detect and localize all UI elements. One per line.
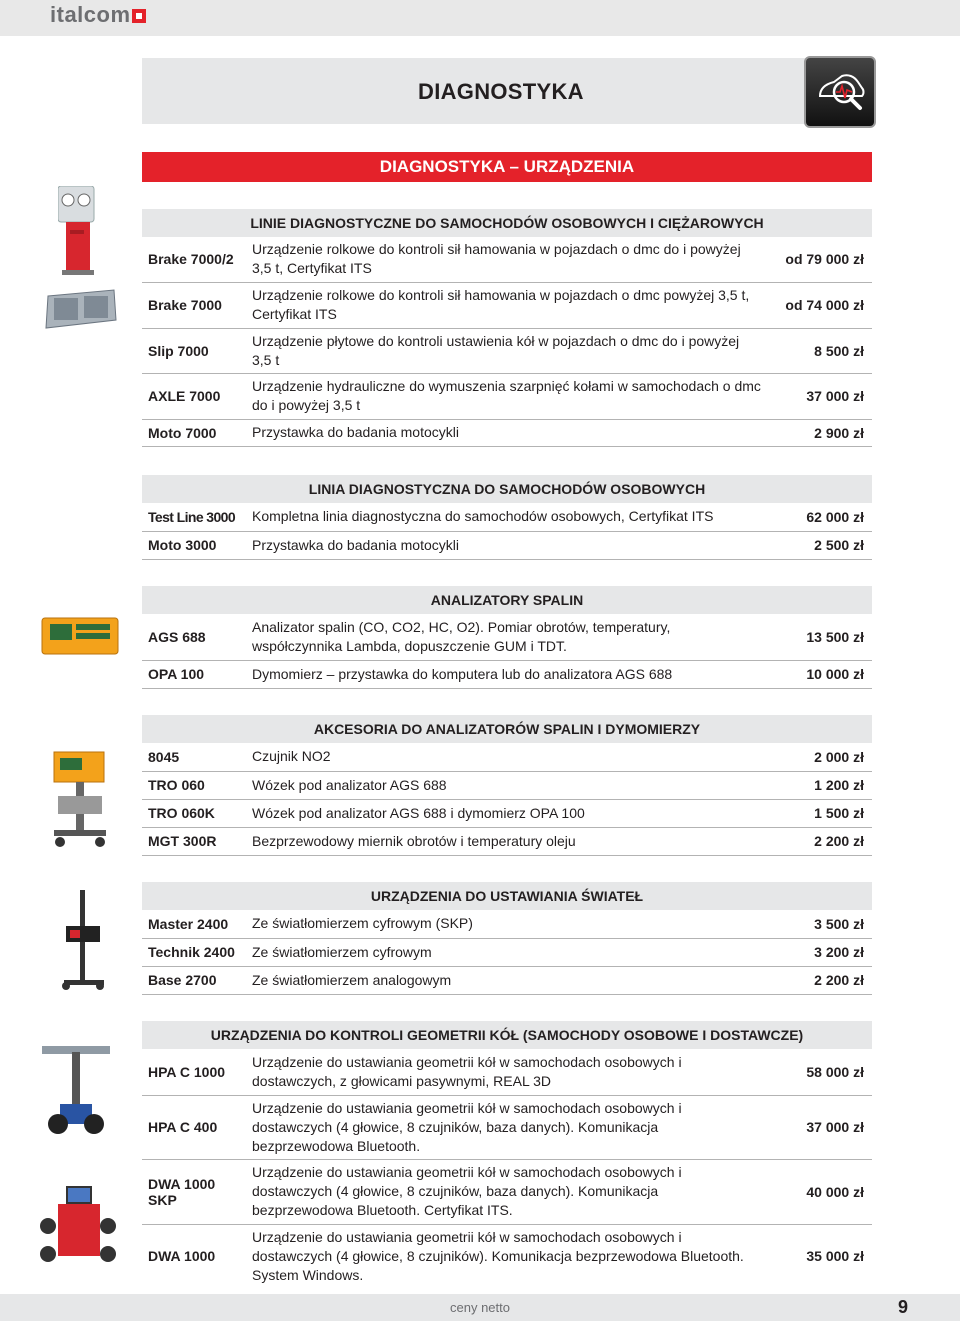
net-prices-note: ceny netto [450,1300,510,1315]
section-title: LINIA DIAGNOSTYCZNA DO SAMOCHODÓW OSOBOWYCH [142,475,872,503]
car-diagnostics-icon [804,56,876,128]
table-row: DWA 1000 Urządzenie do ustawiania geometrii kół w samochodach osobowych i dostawczych (4 głowice, 8 czujników). Komunikacja bezprzewodowa Bluetooth. System Windows. 35 000 zł [148,1228,864,1283]
table-row: HPA C 400 Urządzenie do ustawiania geometrii kół w samochodach osobowych i dostawczych (4 głowice, 8 czujników, baza danych). Komunikacja bezprzewodowa Bluetooth. 37 000 zł [142,1095,872,1159]
section-title: LINIE DIAGNOSTYCZNE DO SAMOCHODÓW OSOBOWYCH I CIĘŻAROWYCH [142,209,872,237]
table-row: AXLE 7000 Urządzenie hydrauliczne do wymuszenia szarpnięć kołami w samochodach o dmc do i powyżej 3,5 t 37 000 zł [142,373,872,419]
section-headlight-testers [142,882,872,995]
analyzer-trolley-image [48,746,114,855]
headlight-tester-image [58,890,108,995]
roller-brake-tester-image [44,286,118,337]
section-title: ANALIZATORY SPALIN [142,586,872,614]
table-row: AGS 688 Analizator spalin (CO, CO2, HC, O2). Pomiar obrotów, temperatury, współczynnika Lambda, dopuszczenie GUM i TDT. 13 500 zł [142,614,872,660]
section-diagnostic-lines-cars-trucks [142,209,872,447]
section-diagnostic-line-cars [142,475,872,560]
price-table [142,237,872,447]
price-table [142,910,872,995]
table-row: TRO 060 Wózek pod analizator AGS 688 1 200 zł [142,771,872,799]
brand-logo: italcom [50,2,146,28]
price-table [142,503,872,560]
brake-tester-console-image [58,186,98,281]
exhaust-analyzer-image [40,610,120,665]
page-number: 9 [897,1297,908,1317]
wheel-alignment-head-image [38,1044,114,1145]
table-row: Master 2400 Ze światłomierzem cyfrowym (SKP) 3 500 zł [142,910,872,938]
section-exhaust-analyzers [142,586,872,689]
section-title: URZĄDZENIA DO KONTROLI GEOMETRII KÓŁ (SAMOCHODY OSOBOWE I DOSTAWCZE) [142,1021,872,1049]
table-row: Test Line 3000 Kompletna linia diagnostyczna do samochodów osobowych, Certyfikat ITS 62 000 zł [142,503,872,531]
table-row: DWA 1000 SKP Urządzenie do ustawiania geometrii kół w samochodach osobowych i dostawczych (4 głowice, 8 czujników, baza danych). Komunikacja bezprzewodowa Bluetooth. Certyfikat ITS. 40 000 zł [142,1159,872,1224]
page-title: DIAGNOSTYKA [418,79,584,104]
section-wheel-alignment [142,1021,872,1288]
table-row: Brake 7000/2 Urządzenie rolkowe do kontroli sił hamowania w pojazdach o dmc do i powyżej 3,5 t, Certyfikat ITS od 79 000 zł [142,237,872,282]
page-footer [0,1294,960,1321]
table-row: MGT 300R Bezprzewodowy miernik obrotów i temperatury oleju 2 200 zł [142,827,872,855]
top-bar [0,0,960,36]
table-row: OPA 100 Dymomierz – przystawka do komputera lub do analizatora AGS 688 10 000 zł [142,660,872,688]
table-row: Moto 3000 Przystawka do badania motocykli 2 500 zł [142,531,872,559]
category-banner: DIAGNOSTYKA – URZĄDZENIA [142,152,872,182]
page-header [142,58,872,124]
table-row: Base 2700 Ze światłomierzem analogowym 2 200 zł [142,966,872,994]
section-title: AKCESORIA DO ANALIZATORÓW SPALIN I DYMOMIERZY [142,715,872,743]
section-title: URZĄDZENIA DO USTAWIANIA ŚWIATEŁ [142,882,872,910]
price-table [142,743,872,856]
table-row: Moto 7000 Przystawka do badania motocykli 2 900 zł [142,419,872,446]
price-table [142,614,872,689]
price-table [142,1049,872,1288]
table-row: HPA C 1000 Urządzenie do ustawiania geometrii kół w samochodach osobowych i dostawczych, z głowicami pasywnymi, REAL 3D 58 000 zł [142,1049,872,1095]
table-row: 8045 Czujnik NO2 2 000 zł [142,743,872,771]
section-analyzer-accessories [142,715,872,856]
table-row: Technik 2400 Ze światłomierzem cyfrowym 3 200 zł [142,938,872,966]
table-row: Slip 7000 Urządzenie płytowe do kontroli ustawienia kół w pojazdach o dmc do i powyżej 3,5 t 8 500 zł [142,328,872,373]
alignment-console-image [40,1186,116,1271]
table-row: TRO 060K Wózek pod analizator AGS 688 i dymomierz OPA 100 1 500 zł [142,799,872,827]
table-row: Brake 7000 Urządzenie rolkowe do kontroli sił hamowania w pojazdach o dmc powyżej 3,5 t, Certyfikat ITS od 74 000 zł [142,282,872,328]
